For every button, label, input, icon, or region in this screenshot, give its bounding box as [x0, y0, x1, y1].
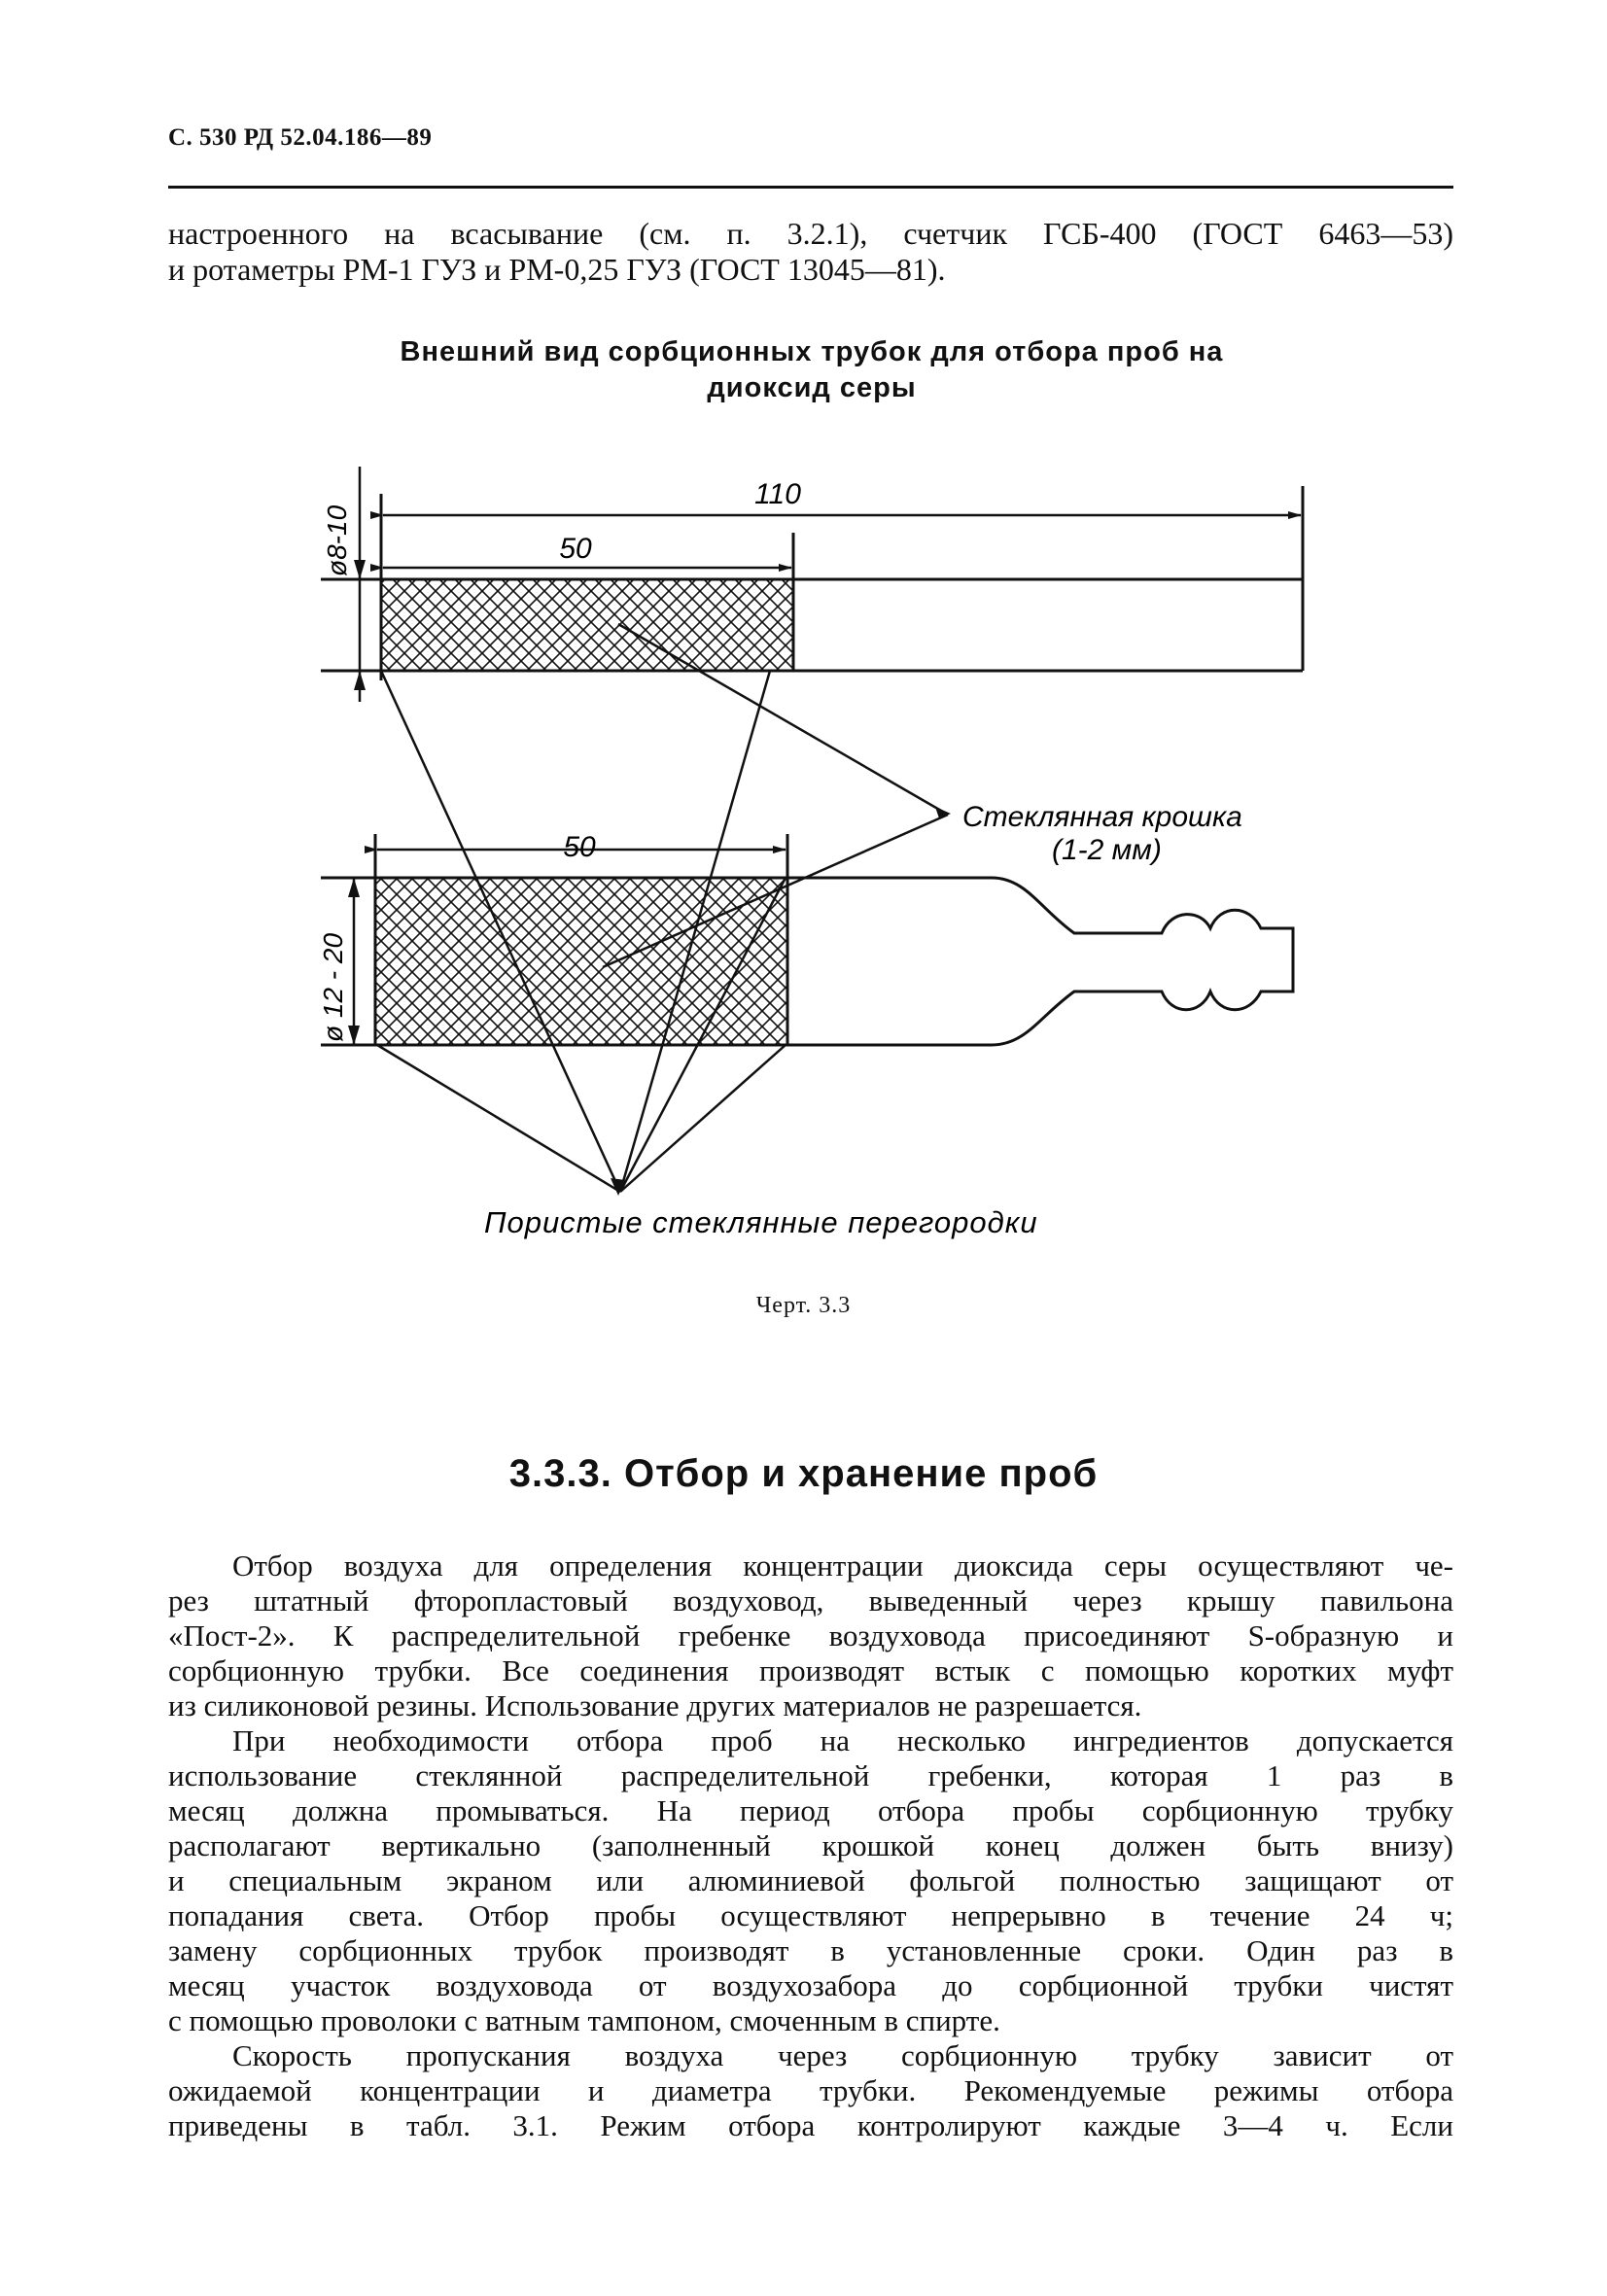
label-glass-chips-size: (1-2 мм): [1052, 834, 1162, 866]
section-title: 3.3.3. Отбор и хранение проб: [508, 1452, 1099, 1495]
top-tube-fill: [381, 579, 793, 671]
body-line: месяц должна промываться. На период отбора пробы сорбционную трубку: [168, 1793, 1453, 1827]
dim-label-50-bottom: 50: [563, 831, 596, 863]
body-line: попадания света. Отбор пробы осуществляют непрерывно в течение 24 ч;: [168, 1898, 1453, 1932]
label-porous-partitions: Пористые стеклянные перегородки: [484, 1205, 1038, 1239]
body-line: и специальным экраном или алюминиевой фольгой полностью защищают от: [168, 1863, 1453, 1897]
body-line: приведены в табл. 3.1. Режим отбора контролируют каждые 3—4 ч. Если: [168, 2108, 1453, 2142]
dia-arrow: [354, 560, 366, 579]
figure-title-line: диоксид серы: [707, 372, 917, 403]
leader-arrow: [935, 807, 951, 818]
figure-caption: Черт. 3.3: [755, 1293, 852, 1318]
dia-label-bottom: ø 12 - 20: [318, 932, 348, 1042]
body-line: сорбционную трубки. Все соединения производят встык с помощью коротких муфт: [168, 1653, 1453, 1687]
page-header: С. 530 РД 52.04.186—89: [168, 124, 433, 151]
body-line: Отбор воздуха для определения концентрации диоксида серы осуществляют че-: [232, 1548, 1453, 1583]
dia-arrow: [354, 671, 366, 690]
body-line: располагают вертикально (заполненный крошкой конец должен быть внизу): [168, 1828, 1453, 1862]
body-line: замену сорбционных трубок производят в установленные сроки. Один раз в: [168, 1933, 1453, 1967]
label-glass-chips: Стеклянная крошка: [962, 801, 1242, 833]
body-line: рез штатный фторопластовый воздуховод, выведенный через крышу павильона: [168, 1583, 1453, 1618]
body-line: Скорость пропускания воздуха через сорбционную трубку зависит от: [232, 2038, 1453, 2072]
body-line: При необходимости отбора проб на несколько ингредиентов допускается: [232, 1723, 1453, 1757]
dim-label-50-top: 50: [559, 533, 592, 565]
body-line: «Пост-2». К распределительной гребенке воздуховода присоединяют S-образную и: [168, 1618, 1453, 1652]
dia-arrow: [348, 1026, 360, 1045]
body-line: с помощью проволоки с ватным тампоном, смоченным в спирте.: [168, 2003, 1000, 2037]
dia-label-top: ø8-10: [322, 504, 352, 576]
body-line: использование стеклянной распределительной гребенки, которая 1 раз в: [168, 1758, 1453, 1792]
body-paragraphs: [168, 1548, 1453, 2143]
bottom-tube-fill: [375, 878, 787, 1045]
figure-title-line: Внешний вид сорбционных трубок для отбора проб на: [400, 336, 1224, 367]
intro-line: настроенного на всасывание (см. п. 3.2.1), счетчик ГСБ-400 (ГОСТ 6463—53): [168, 216, 1453, 251]
body-line: месяц участок воздуховода от воздухозабора до сорбционной трубки чистят: [168, 1968, 1453, 2002]
intro-line: и ротаметры РМ-1 ГУЗ и РМ-0,25 ГУЗ (ГОСТ 13045—81).: [168, 252, 946, 287]
dia-arrow: [348, 878, 360, 897]
body-line: ожидаемой концентрации и диаметра трубки. Рекомендуемые режимы отбора: [168, 2073, 1453, 2107]
bottom-tube-neck: [787, 878, 1293, 1045]
dim-label-110: 110: [754, 478, 801, 510]
body-line: из силиконовой резины. Использование других материалов не разрешается.: [168, 1688, 1142, 1722]
top-tube: [321, 467, 1303, 702]
